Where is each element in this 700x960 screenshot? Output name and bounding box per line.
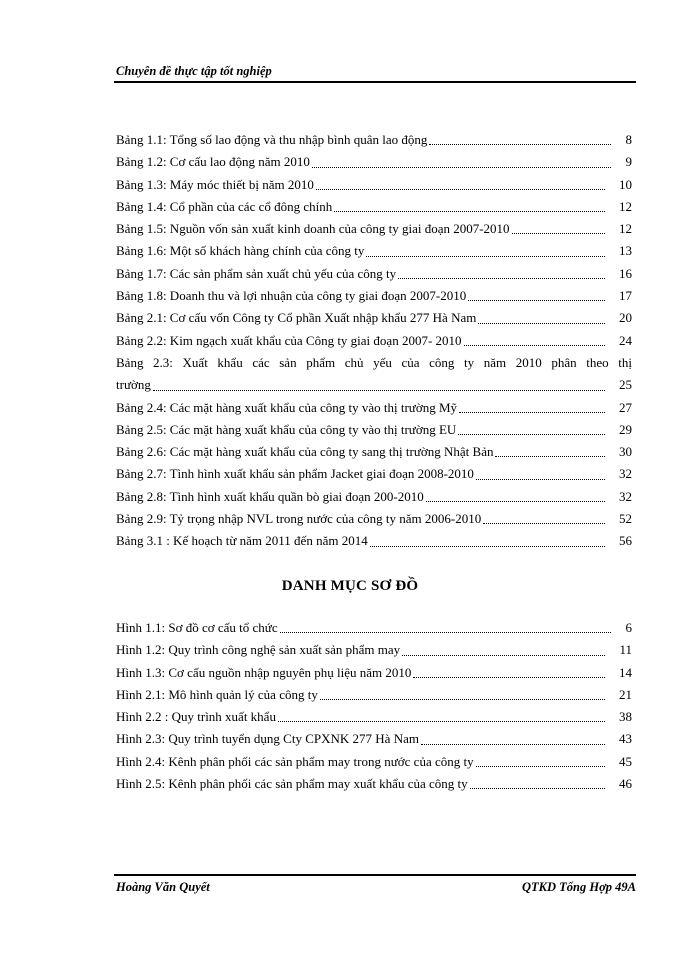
toc-entry [116, 752, 632, 774]
toc-entry-label: Bảng 2.7: Tình hình xuất khẩu sản phẩm Jacket giai đoạn 2008-2010 [116, 466, 474, 482]
toc-entry-page: 46 [619, 776, 632, 792]
toc-entry [116, 175, 632, 197]
toc-entry-page: 43 [619, 731, 632, 747]
toc-entry-label: Bảng 2.4: Các mặt hàng xuất khẩu của công ty vào thị trường Mỹ [116, 399, 458, 415]
toc-entry-label: Bảng 2.3: Xuất khẩu các sản phẩm chủ yếu của công ty năm 2010 phân theo thị [116, 354, 632, 370]
toc-entry [116, 219, 632, 241]
dot-leader [334, 211, 605, 212]
toc-entry-page: 24 [619, 332, 632, 348]
toc-entry-label: Bảng 1.8: Doanh thu và lợi nhuận của công ty giai đoạn 2007-2010 [116, 288, 467, 304]
dot-leader [470, 788, 605, 789]
toc-entry-page: 29 [619, 421, 632, 437]
page-header-title: Chuyên đề thực tập tốt nghiệp [116, 64, 272, 78]
section-title: DANH MỤC SƠ ĐỒ [281, 578, 419, 594]
dot-leader [429, 144, 611, 145]
toc-entry-label: Bảng 1.4: Cổ phần của các cổ đông chính [116, 198, 333, 214]
toc-entry-page: 9 [625, 154, 632, 170]
toc-entry-continuation [116, 375, 632, 397]
table-of-tables [116, 130, 632, 554]
toc-entry [116, 464, 632, 486]
toc-entry-page: 14 [619, 664, 632, 680]
toc-entry [116, 308, 632, 330]
toc-entry-label: Hình 2.5: Kênh phân phối các sản phẩm may xuất khẩu của công ty [116, 776, 468, 792]
toc-entry [116, 663, 632, 685]
toc-entry-label-continued: trường [116, 377, 151, 393]
toc-entry-label: Hình 2.4: Kênh phân phối các sản phẩm may trong nước của công ty [116, 753, 474, 769]
toc-entry-page: 10 [619, 176, 632, 192]
dot-leader [512, 233, 605, 234]
dot-leader [398, 278, 605, 279]
toc-entry-page: 6 [625, 620, 632, 635]
header-rule [114, 81, 636, 83]
toc-entry-page: 8 [625, 132, 632, 147]
dot-leader [468, 300, 605, 301]
dot-leader [413, 677, 605, 678]
toc-entry-label: Bảng 2.8: Tình hình xuất khẩu quần bò giai đoạn 200-2010 [116, 488, 424, 504]
toc-entry [116, 707, 632, 729]
dot-leader [312, 167, 611, 168]
toc-entry-label: Bảng 2.9: Tỷ trọng nhập NVL trong nước của công ty năm 2006-2010 [116, 511, 482, 527]
toc-entry-page: 27 [619, 399, 632, 415]
dot-leader [476, 766, 605, 767]
toc-entry [116, 509, 632, 531]
toc-entry [116, 130, 632, 152]
dot-leader [495, 456, 605, 457]
toc-entry-label: Hình 2.1: Mô hình quản lý của công ty [116, 686, 318, 702]
dot-leader [483, 523, 605, 524]
dot-leader [464, 345, 605, 346]
toc-entry-page: 16 [619, 265, 632, 281]
toc-entry-page: 21 [619, 686, 632, 702]
toc-entry [116, 398, 632, 420]
toc-entry [116, 729, 632, 751]
dot-leader [402, 655, 605, 656]
toc-entry [116, 331, 632, 353]
dot-leader [476, 479, 605, 480]
toc-entry [116, 152, 632, 174]
toc-entry-label: Bảng 2.5: Các mặt hàng xuất khẩu của công ty vào thị trường EU [116, 421, 457, 437]
toc-entry-label: Bảng 1.6: Một số khách hàng chính của công ty [116, 243, 365, 259]
dot-leader [421, 744, 605, 745]
toc-entry [116, 774, 632, 796]
toc-entry-label: Bảng 1.5: Nguồn vốn sản xuất kinh doanh của công ty giai đoạn 2007-2010 [116, 221, 510, 237]
toc-entry [116, 241, 632, 263]
footer-author: Hoàng Văn Quyết [116, 880, 210, 894]
toc-entry-label: Hình 2.2 : Quy trình xuất khẩu [116, 709, 276, 725]
dot-leader [426, 501, 605, 502]
toc-entry-page: 38 [619, 709, 632, 725]
toc-entry-page: 45 [619, 753, 632, 769]
toc-entry-label: Bảng 2.1: Cơ cấu vốn Công ty Cổ phần Xuất nhập khẩu 277 Hà Nam [116, 310, 477, 326]
dot-leader [459, 412, 605, 413]
toc-entry [116, 487, 632, 509]
dot-leader [280, 632, 611, 633]
toc-entry-page: 13 [619, 243, 632, 259]
toc-entry-page: 52 [619, 511, 632, 527]
toc-entry-page: 25 [619, 377, 632, 393]
dot-leader [316, 189, 605, 190]
toc-entry [116, 640, 632, 662]
toc-entry-label: Bảng 1.2: Cơ cấu lao động năm 2010 [116, 154, 310, 170]
toc-entry [116, 685, 632, 707]
toc-entry-label: Bảng 2.6: Các mặt hàng xuất khẩu của công ty sang thị trường Nhật Bản [116, 444, 494, 460]
toc-entry [116, 197, 632, 219]
toc-entry-page: 11 [619, 642, 632, 658]
toc-entry [116, 618, 632, 640]
toc-entry-page: 32 [619, 466, 632, 482]
dot-leader [478, 323, 605, 324]
toc-entry-label: Bảng 1.1: Tổng số lao động và thu nhập bình quân lao động [116, 132, 428, 147]
toc-entry-page: 30 [619, 444, 632, 460]
footer-class: QTKD Tổng Hợp 49A [521, 880, 636, 894]
toc-entry-page: 12 [619, 198, 632, 214]
toc-entry-label: Bảng 1.3: Máy móc thiết bị năm 2010 [116, 176, 314, 192]
toc-entry-label: Hình 1.2: Quy trình công nghệ sản xuất sản phẩm may [116, 642, 401, 658]
toc-entry-label: Bảng 3.1 : Kế hoạch từ năm 2011 đến năm 2014 [116, 533, 368, 549]
toc-entry-label: Hình 1.1: Sơ đồ cơ cấu tổ chức [116, 620, 278, 635]
toc-entry-page: 20 [619, 310, 632, 326]
toc-entry-page: 56 [619, 533, 632, 549]
toc-entry-page: 12 [619, 221, 632, 237]
footer-rule [114, 874, 636, 876]
toc-entry [116, 531, 632, 553]
table-of-figures [116, 618, 632, 796]
dot-leader [153, 390, 605, 391]
dot-leader [278, 721, 605, 722]
toc-entry-label: Bảng 1.7: Các sản phẩm sản xuất chủ yếu của công ty [116, 265, 397, 281]
dot-leader [366, 256, 605, 257]
toc-entry [116, 420, 632, 442]
toc-entry-label: Hình 1.3: Cơ cấu nguồn nhập nguyên phụ liệu năm 2010 [116, 664, 412, 680]
toc-entry [116, 286, 632, 308]
toc-entry [116, 442, 632, 464]
toc-entry [116, 353, 632, 375]
toc-entry [116, 264, 632, 286]
dot-leader [458, 434, 605, 435]
toc-entry-label: Hình 2.3: Quy trình tuyển dụng Cty CPXNK 277 Hà Nam [116, 731, 419, 747]
dot-leader [370, 546, 605, 547]
toc-entry-page: 32 [619, 488, 632, 504]
dot-leader [320, 699, 605, 700]
toc-entry-page: 17 [619, 288, 632, 304]
toc-entry-label: Bảng 2.2: Kim ngạch xuất khẩu của Công ty giai đoạn 2007- 2010 [116, 332, 462, 348]
